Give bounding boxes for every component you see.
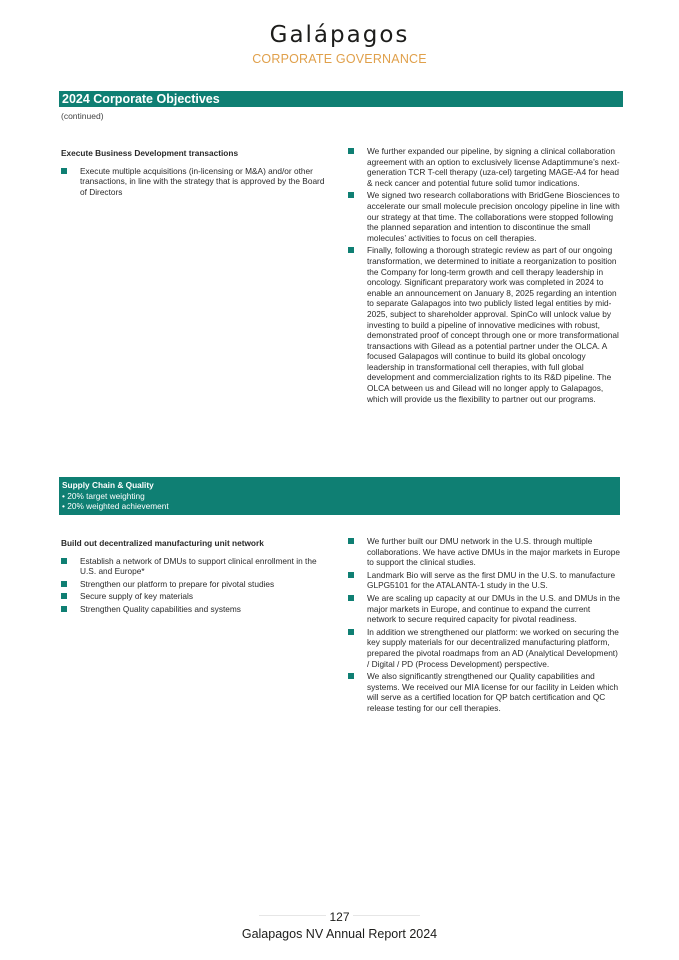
supply-chain-goal-box (59, 477, 620, 515)
bd-heading: Execute Business Development transactions (61, 148, 239, 158)
section-label: CORPORATE GOVERNANCE (252, 52, 427, 66)
bullet-square-icon (61, 581, 67, 587)
bd-achievement-list (348, 146, 620, 404)
list-item: Execute multiple acquisitions (in-licensing or M&A) and/or other transactions, in line with the strategy that is approved by the Board of Directors (61, 166, 333, 198)
list-item: In addition we strengthened our platform: we worked on securing the key supply materials for our decentralized manufacturing platform, prepared the pivotal roadmaps from an AD (Analytical Development) / Digital / PD (Process Development) perspective. (348, 627, 620, 669)
bullet-square-icon (348, 192, 354, 198)
company-logo: Galápagos (269, 22, 410, 48)
bd-left-column (61, 148, 333, 199)
bd-right-column (348, 146, 620, 406)
list-item: We further built our DMU network in the U.S. through multiple collaborations. We have active DMUs in the major markets in Europe to support the clinical studies. (348, 536, 620, 568)
bullet-square-icon (348, 247, 354, 253)
supply-objective-list (61, 556, 333, 615)
continued-note: (continued) (61, 111, 104, 121)
bullet-square-icon (348, 538, 354, 544)
goal-achievement: • 20% weighted achievement (62, 501, 169, 512)
supply-left-column (61, 538, 333, 617)
bullet-square-icon (348, 673, 354, 679)
bd-objective-list (61, 166, 333, 198)
list-item: Establish a network of DMUs to support clinical enrollment in the U.S. and Europe* (61, 556, 333, 577)
list-item: We further expanded our pipeline, by signing a clinical collaboration agreement with an option to exclusively license Adaptimmune’s next-generation TCR T-cell therapy (uza-cel) targeting MAGE-A4 for head & neck cancer and potential future solid tumor indications. (348, 146, 620, 188)
list-item: Finally, following a thorough strategic review as part of our ongoing transformation, we determined to initiate a reorganization to position the Company for long-term growth and cell therapy leadership in oncology. Significant preparatory work was completed in 2024 to enable an announcement on January 8, 2025 regarding an intention to separate Galapagos into two publicly listed legal entities by mid-2025, subject to shareholder approval. SpinCo will unlock value by investing to build a pipeline of innovative medicines with robust, demonstrated proof of concept through one or more transformational transactions with Gilead as a potential partner under the OLCA. A focused Galapagos will continue to build its global oncology leadership in transformational cell therapies, with full global development and commercialization rights to its R&D pipeline. The OLCA between us and Gilead will no longer apply to Galapagos, which will provide us the flexibility to partner out our programs. (348, 245, 620, 404)
bullet-square-icon (61, 606, 67, 612)
list-item: Strengthen Quality capabilities and systems (61, 604, 333, 615)
bullet-square-icon (348, 629, 354, 635)
list-item: Secure supply of key materials (61, 591, 333, 602)
list-item: Strengthen our platform to prepare for pivotal studies (61, 579, 333, 590)
supply-right-column (348, 536, 620, 716)
supply-heading: Build out decentralized manufacturing unit network (61, 538, 264, 548)
list-item: Landmark Bio will serve as the first DMU in the U.S. to manufacture GLPG5101 for the ATALANTA-1 study in the U.S. (348, 570, 620, 591)
goal-title: Supply Chain & Quality (62, 480, 154, 490)
bullet-square-icon (61, 168, 67, 174)
list-item: We are scaling up capacity at our DMUs in the U.S. and DMUs in the major markets in Europe, and continue to expand the current network to secure required capacity for pivotal readiness. (348, 593, 620, 625)
bullet-square-icon (348, 148, 354, 154)
report-title: Galapagos NV Annual Report 2024 (241, 927, 438, 941)
objectives-banner: 2024 Corporate Objectives (59, 91, 623, 107)
bullet-square-icon (348, 595, 354, 601)
list-item: We signed two research collaborations with BridGene Biosciences to accelerate our small molecule precision oncology pipeline in line with our strategy at that time. The collaborations were stopped following the planned separation and intention to discontinue the small molecules’ activities to focus on cell therapies. (348, 190, 620, 243)
bullet-square-icon (348, 572, 354, 578)
bullet-square-icon (61, 558, 67, 564)
supply-achievement-list (348, 536, 620, 714)
goal-weighting: • 20% target weighting (62, 490, 145, 501)
bullet-square-icon (61, 593, 67, 599)
list-item: We also significantly strengthened our Quality capabilities and systems. We received our MIA license for our facility in Leiden which will serve as a certified location for QP batch certification and QC release testing for our cell therapies. (348, 671, 620, 713)
page-number: 127 (0, 910, 679, 924)
